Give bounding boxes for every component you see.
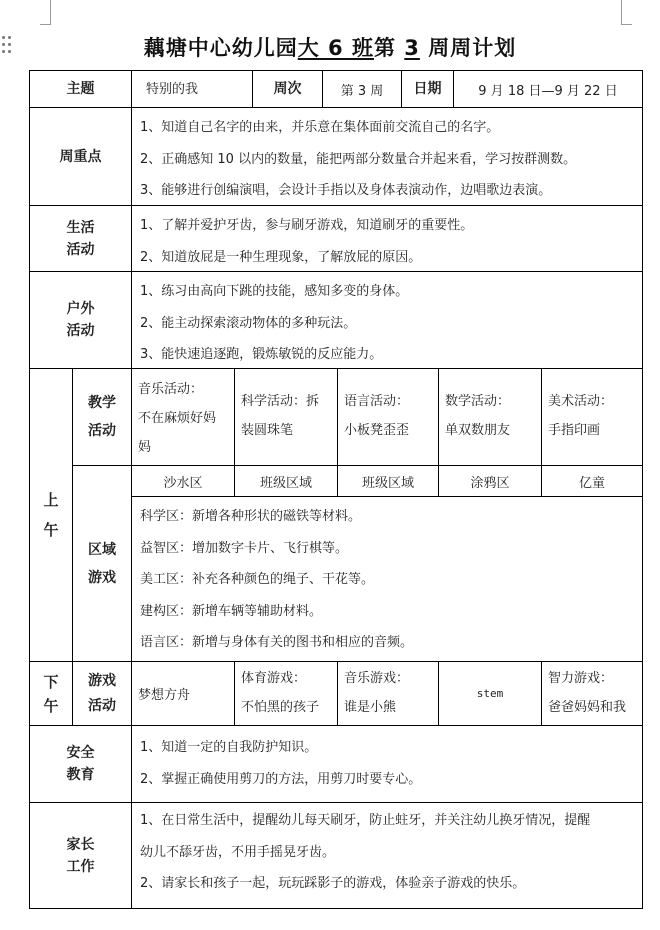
date-value: 9 月 18 日—9 月 22 日 xyxy=(453,70,643,108)
title-week-prefix: 第 xyxy=(373,36,405,60)
activity-name: 单双数朋友 xyxy=(445,423,511,438)
area-label xyxy=(72,465,132,662)
life-item: 2、知道放屁是一种生理现象，了解放屁的原因。 xyxy=(140,249,422,265)
area-item: 科学区：新增各种形状的磁铁等材料。 xyxy=(140,509,362,524)
parents-content xyxy=(131,802,643,909)
game-label-line2: 活动 xyxy=(88,697,116,714)
afternoon-label-line1: 下 xyxy=(43,672,59,691)
title-school: 藕塘中心幼儿园 xyxy=(143,36,298,60)
date-label: 日期 xyxy=(401,70,454,108)
teaching-label-line1: 教学 xyxy=(88,395,116,411)
afternoon-label xyxy=(29,661,73,726)
outdoor-content xyxy=(131,271,643,369)
focus-item: 1、知道自己名字的由来，并乐意在集体面前交流自己的名字。 xyxy=(140,120,500,135)
title-class: 大 6 班 xyxy=(297,36,374,60)
zone-cell: 班级区域 xyxy=(337,465,439,497)
activity-name: 妈 xyxy=(138,440,152,455)
activity-title: 科学活动：拆 xyxy=(241,394,320,409)
game-title: 体育游戏： xyxy=(241,671,307,686)
game-label xyxy=(72,661,132,726)
area-item: 建构区：新增车辆等辅助材料。 xyxy=(140,603,323,619)
teaching-activity xyxy=(541,368,643,466)
life-label-line2: 活动 xyxy=(66,241,95,258)
theme-value: 特别的我 xyxy=(131,70,253,108)
teaching-activity xyxy=(337,368,439,466)
outdoor-item: 1、练习由高向下跳的技能，感知多变的身体。 xyxy=(140,284,409,299)
outdoor-label xyxy=(29,271,132,369)
page-title xyxy=(0,32,660,62)
parents-label-line2: 工作 xyxy=(66,858,95,875)
outdoor-item: 2、能主动探索滚动物体的多种玩法。 xyxy=(140,315,357,331)
parents-item: 幼儿不舔牙齿，不用手摇晃牙齿。 xyxy=(140,844,336,860)
morning-label xyxy=(29,368,73,662)
activity-title: 美术活动： xyxy=(548,394,614,409)
activity-name: 小板凳歪歪 xyxy=(344,423,410,438)
game-title: 智力游戏： xyxy=(548,671,614,686)
safety-item: 2、掌握正确使用剪刀的方法，用剪刀时要专心。 xyxy=(140,771,422,787)
area-item: 语言区：新增与身体有关的图书和相应的音频。 xyxy=(140,635,414,650)
focus-content xyxy=(131,107,643,206)
game-cell: 梦想方舟 xyxy=(131,661,235,726)
safety-label-line2: 教育 xyxy=(66,767,95,783)
zone-cell: 涂鸦区 xyxy=(438,465,542,497)
game-cell xyxy=(541,661,643,726)
safety-label xyxy=(29,725,132,803)
week-value: 第 3 周 xyxy=(322,70,402,108)
safety-label-line1: 安全 xyxy=(66,745,95,761)
area-label-line2: 游戏 xyxy=(88,569,116,586)
afternoon-label-line2: 午 xyxy=(43,696,59,715)
morning-label-line2: 午 xyxy=(43,521,59,539)
game-cell xyxy=(234,661,338,726)
outdoor-label-line2: 活动 xyxy=(66,323,95,339)
game-name: 爸爸妈妈和我 xyxy=(548,700,627,715)
teaching-activity xyxy=(234,368,338,466)
life-item: 1、了解并爱护牙齿，参与刷牙游戏，知道刷牙的重要性。 xyxy=(140,218,474,233)
activity-name: 手指印画 xyxy=(548,423,601,438)
safety-item: 1、知道一定的自我防护知识。 xyxy=(140,740,318,755)
area-content xyxy=(131,496,643,662)
game-name: 谁是小熊 xyxy=(344,700,397,715)
title-week-number: 3 xyxy=(404,36,420,60)
life-label xyxy=(29,205,132,272)
zone-cell: 沙水区 xyxy=(131,465,235,497)
zone-cell: 班级区域 xyxy=(234,465,338,497)
game-name: 不怕黑的孩子 xyxy=(241,700,320,715)
teaching-label-line2: 活动 xyxy=(88,423,116,439)
teaching-activity xyxy=(438,368,542,466)
game-title: 音乐游戏： xyxy=(344,671,410,686)
activity-name: 不在麻烦好妈 xyxy=(138,411,217,426)
outdoor-item: 3、能快速追逐跑，锻炼敏锐的反应能力。 xyxy=(140,347,383,362)
parents-label-line1: 家长 xyxy=(66,836,95,853)
focus-item: 3、能够进行创编演唱，会设计手指以及身体表演动作，边唱歌边表演。 xyxy=(140,183,552,198)
area-label-line1: 区域 xyxy=(88,541,116,558)
parents-item: 1、在日常生活中，提醒幼儿每天刷牙，防止蛀牙，并关注幼儿换牙情况，提醒 xyxy=(140,813,591,828)
activity-title: 数学活动： xyxy=(445,394,511,409)
safety-content xyxy=(131,725,643,803)
life-content xyxy=(131,205,643,272)
outdoor-label-line1: 户外 xyxy=(66,301,95,317)
focus-item: 2、正确感知 10 以内的数量，能把两部分数量合并起来看，学习按群测数。 xyxy=(140,151,577,167)
title-suffix: 周周计划 xyxy=(419,36,517,60)
zone-cell: 亿童 xyxy=(541,465,643,497)
parents-label xyxy=(29,802,132,909)
game-cell: stem xyxy=(438,661,542,726)
activity-title: 音乐活动： xyxy=(138,382,204,397)
page-corner-mark-right xyxy=(621,0,632,25)
teaching-activity xyxy=(131,368,235,466)
morning-label-line1: 上 xyxy=(43,491,59,509)
parents-item: 2、请家长和孩子一起，玩玩踩影子的游戏，体验亲子游戏的快乐。 xyxy=(140,876,526,891)
teaching-label xyxy=(72,368,132,466)
page-corner-mark-left xyxy=(40,0,51,25)
activity-name: 装圆珠笔 xyxy=(241,423,294,438)
game-cell xyxy=(337,661,439,726)
activity-title: 语言活动： xyxy=(344,394,410,409)
game-label-line1: 游戏 xyxy=(88,672,116,689)
theme-label: 主题 xyxy=(29,70,132,108)
area-item: 美工区：补充各种颜色的绳子、干花等。 xyxy=(140,572,375,587)
focus-label: 周重点 xyxy=(29,107,132,206)
area-item: 益智区：增加数字卡片、飞行棋等。 xyxy=(140,540,349,556)
life-label-line1: 生活 xyxy=(66,219,95,236)
week-label: 周次 xyxy=(252,70,323,108)
